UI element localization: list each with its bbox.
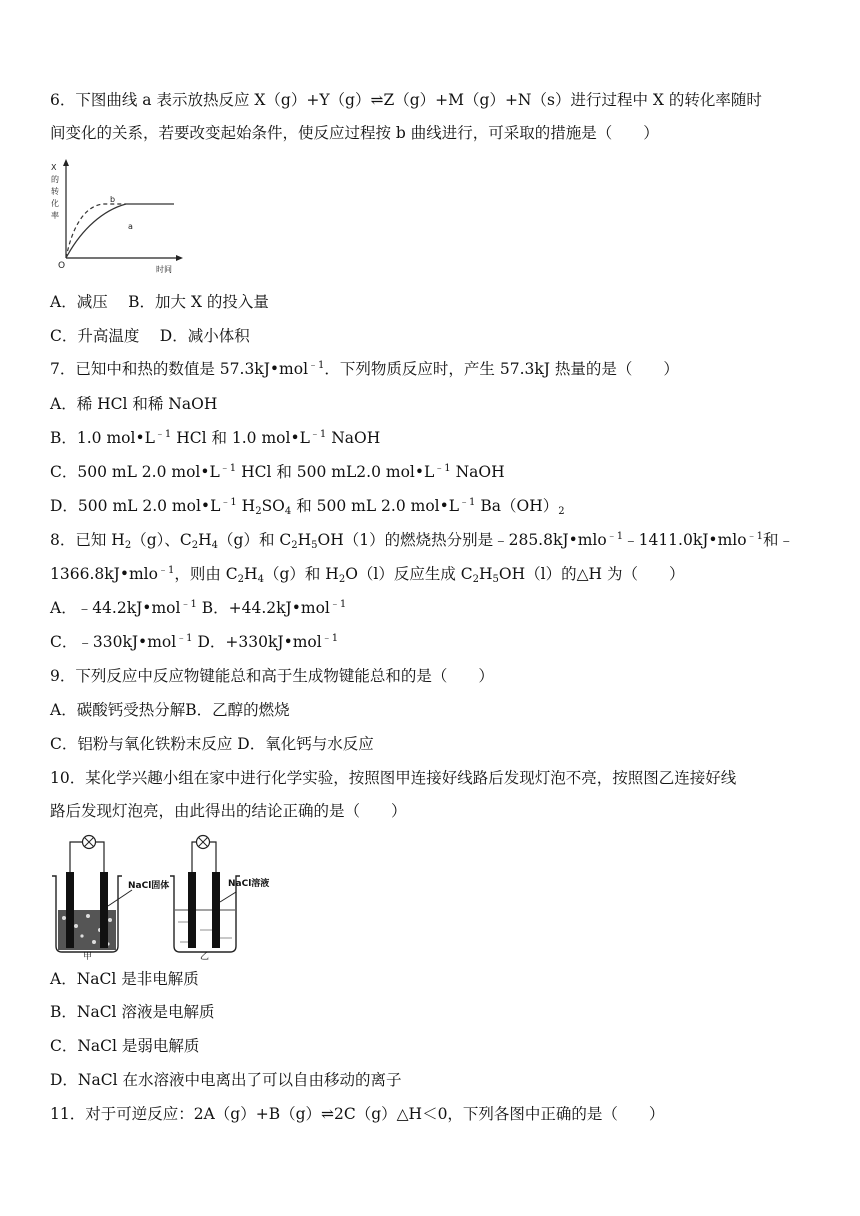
q9-options-line1: A．碳酸钙受热分解B．乙醇的燃烧 [50, 701, 290, 719]
q8l2-s1: 2 [237, 574, 245, 585]
curve-b-label: b [110, 195, 116, 204]
q8o2-s1: ﹣1 [176, 633, 193, 644]
q7-option-a: A．稀 HCl 和稀 NaOH [50, 395, 218, 413]
q8l2-s5: 5 [492, 574, 499, 585]
q7-stem-part1: 7．已知中和热的数值是 57.3kJ•mol [50, 360, 309, 378]
q7d-s2: ﹣1 [459, 497, 476, 508]
q8o1-a: A．﹣44.2kJ•mol [50, 599, 181, 617]
q8l1-s4: 2 [291, 540, 298, 551]
y-label-char-2: 的 [51, 175, 59, 184]
q7-option-c [50, 461, 820, 483]
q7-option-d [50, 495, 820, 517]
q7d-p3: SO [261, 497, 285, 515]
q8o2-s2: ﹣1 [321, 633, 339, 644]
origin-label: O [58, 261, 66, 271]
q10-option-a: A．NaCl 是非电解质 [50, 970, 199, 988]
x-axis-arrow [176, 255, 183, 261]
q7b-s1: ﹣1 [154, 429, 172, 440]
q10-option-b: B．NaCl 溶液是电解质 [50, 1003, 215, 1021]
q7b-p1: B．1.0 mol•L [50, 429, 155, 447]
q8l1-s1: 2 [124, 540, 132, 551]
electrode-right-yi [212, 872, 220, 948]
q8o1-b: B．+44.2kJ•mol [196, 599, 330, 617]
q8l1-sup1: ﹣1 [606, 531, 624, 542]
q6-options-line2: C．升高温度 D．减小体积 [50, 327, 250, 345]
q8o1-s1: ﹣1 [180, 599, 197, 610]
caption-jia: 甲 [83, 952, 93, 960]
q7c-s2: ﹣1 [434, 463, 451, 474]
q8l2-c: H [244, 565, 258, 583]
q7d-sub3: 2 [558, 506, 565, 517]
q8l1-b: （g）、C [131, 531, 192, 549]
y-label-char-5: 率 [51, 211, 59, 220]
q7d-sub2: 4 [284, 506, 292, 517]
q8l1-sup2: ﹣1 [746, 531, 763, 542]
q10-beaker-figure [46, 826, 282, 960]
q8l1-s5: 5 [311, 540, 318, 551]
q8-stem-line1 [50, 529, 820, 551]
y-axis-arrow [63, 159, 69, 166]
q10-option-c: C．NaCl 是弱电解质 [50, 1037, 200, 1055]
q8l1-c: H [198, 531, 212, 549]
wire-right-yi [210, 842, 216, 872]
electrode-left-yi [188, 872, 196, 948]
label-nacl-solution: NaCl溶液 [228, 879, 270, 889]
q8l1-s2: 2 [191, 540, 199, 551]
q8l1-d: （g）和 C [218, 531, 292, 549]
y-label-char-1: X [51, 163, 57, 172]
q8l2-d: （g）和 H [263, 565, 339, 583]
x-axis-label: 时间 [156, 265, 172, 274]
beaker-jia [52, 836, 169, 961]
q8l2-b: ，则由 C [174, 565, 238, 583]
y-label-char-4: 化 [51, 199, 59, 208]
q7d-p5: Ba（OH） [475, 497, 559, 515]
q8-options-line2 [50, 631, 820, 653]
beaker-yi [170, 836, 269, 961]
q9-stem: 9．下列反应中反应物键能总和高于生成物键能总和的是（ ） [50, 667, 494, 685]
q7d-p1: D．500 mL 2.0 mol•L [50, 497, 221, 515]
q8-options-line1 [50, 597, 820, 619]
q8l2-e: O（l）反应生成 C [345, 565, 473, 583]
q7-stem [50, 358, 820, 380]
q7c-p3: NaOH [450, 463, 505, 481]
q8l1-s3: 4 [211, 540, 219, 551]
q8l1-f: OH（1）的燃烧热分别是﹣285.8kJ•mlo [317, 531, 607, 549]
q10-option-d: D．NaCl 在水溶液中电离出了可以自由移动的离子 [50, 1071, 402, 1089]
caption-yi: 乙 [200, 952, 210, 960]
q8o2-b: D．+330kJ•mol [192, 633, 322, 651]
q8l2-sup1: ﹣1 [157, 565, 175, 576]
q7c-p1: C．500 mL 2.0 mol•L [50, 463, 220, 481]
q8l2-s3: 2 [338, 574, 346, 585]
curve-a-label: a [128, 222, 133, 231]
q10-stem-line2: 路后发现灯泡亮，由此得出的结论正确的是（ ） [50, 802, 407, 820]
q8-stem-line2 [50, 563, 820, 585]
q7b-p3: NaOH [326, 429, 381, 447]
q8l2-g: OH（l）的△H 为（ ） [498, 565, 685, 583]
q11-stem: 11．对于可逆反应：2A（g）+B（g）⇌2C（g）△H＜0，下列各图中正确的是（ ） [50, 1105, 665, 1123]
q7-stem-sup: ﹣1 [308, 360, 325, 371]
electrode-left-jia [66, 872, 74, 948]
q7d-p2: H [236, 497, 256, 515]
q8l1-e: H [297, 531, 312, 549]
q10-figure-svg [46, 826, 282, 960]
q6-stem-line2: 间变化的关系，若要改变起始条件，使反应过程按 b 曲线进行，可采取的措施是（ ） [50, 124, 659, 142]
q7c-s1: ﹣1 [219, 463, 237, 474]
q8l2-a: 1366.8kJ•mlo [50, 565, 158, 583]
q8l2-s2: 4 [257, 574, 264, 585]
q6-conversion-graph [48, 158, 188, 276]
wire-right-jia [96, 842, 104, 872]
curve-b [66, 204, 126, 258]
wire-left-jia [70, 842, 82, 872]
q7-option-b [50, 427, 820, 449]
q6-stem-line1: 6．下图曲线 a 表示放热反应 X（g）+Y（g）⇌Z（g）+M（g）+N（s）进行过程中 X 的转化率随时 [50, 91, 762, 109]
wire-left-yi [192, 842, 196, 872]
q6-options-line1: A．减压 B．加大 X 的投入量 [50, 293, 269, 311]
q7b-p2: HCl 和 1.0 mol•L [171, 429, 310, 447]
q8l1-g: ﹣1411.0kJ•mlo [623, 531, 747, 549]
q7d-p4: 和 500 mL 2.0 mol•L [291, 497, 460, 515]
q8o2-a: C．﹣330kJ•mol [50, 633, 177, 651]
y-label-char-3: 转 [51, 187, 59, 196]
q8l1-h: 和﹣ [762, 531, 794, 549]
q7b-s2: ﹣1 [309, 429, 327, 440]
electrode-right-jia [100, 872, 108, 948]
q6-graph-svg [48, 158, 188, 276]
curve-a [66, 204, 126, 258]
q7d-sub1: 2 [255, 506, 262, 517]
q7-stem-part2: ．下列物质反应时，产生 57.3kJ 热量的是（ ） [324, 360, 679, 378]
q7d-s1: ﹣1 [220, 497, 237, 508]
q10-stem-line1: 10．某化学兴趣小组在家中进行化学实验，按照图甲连接好线路后发现灯泡不亮，按照图乙连接好线 [50, 769, 737, 787]
q9-options-line2: C．铝粉与氧化铁粉末反应 D．氧化钙与水反应 [50, 735, 374, 753]
q8l2-s4: 2 [472, 574, 480, 585]
q7c-p2: HCl 和 500 mL2.0 mol•L [236, 463, 435, 481]
q8o1-s2: ﹣1 [329, 599, 347, 610]
q8l2-f: H [479, 565, 493, 583]
q8l1-a: 8．已知 H [50, 531, 125, 549]
label-nacl-solid: NaCl固体 [128, 881, 170, 891]
